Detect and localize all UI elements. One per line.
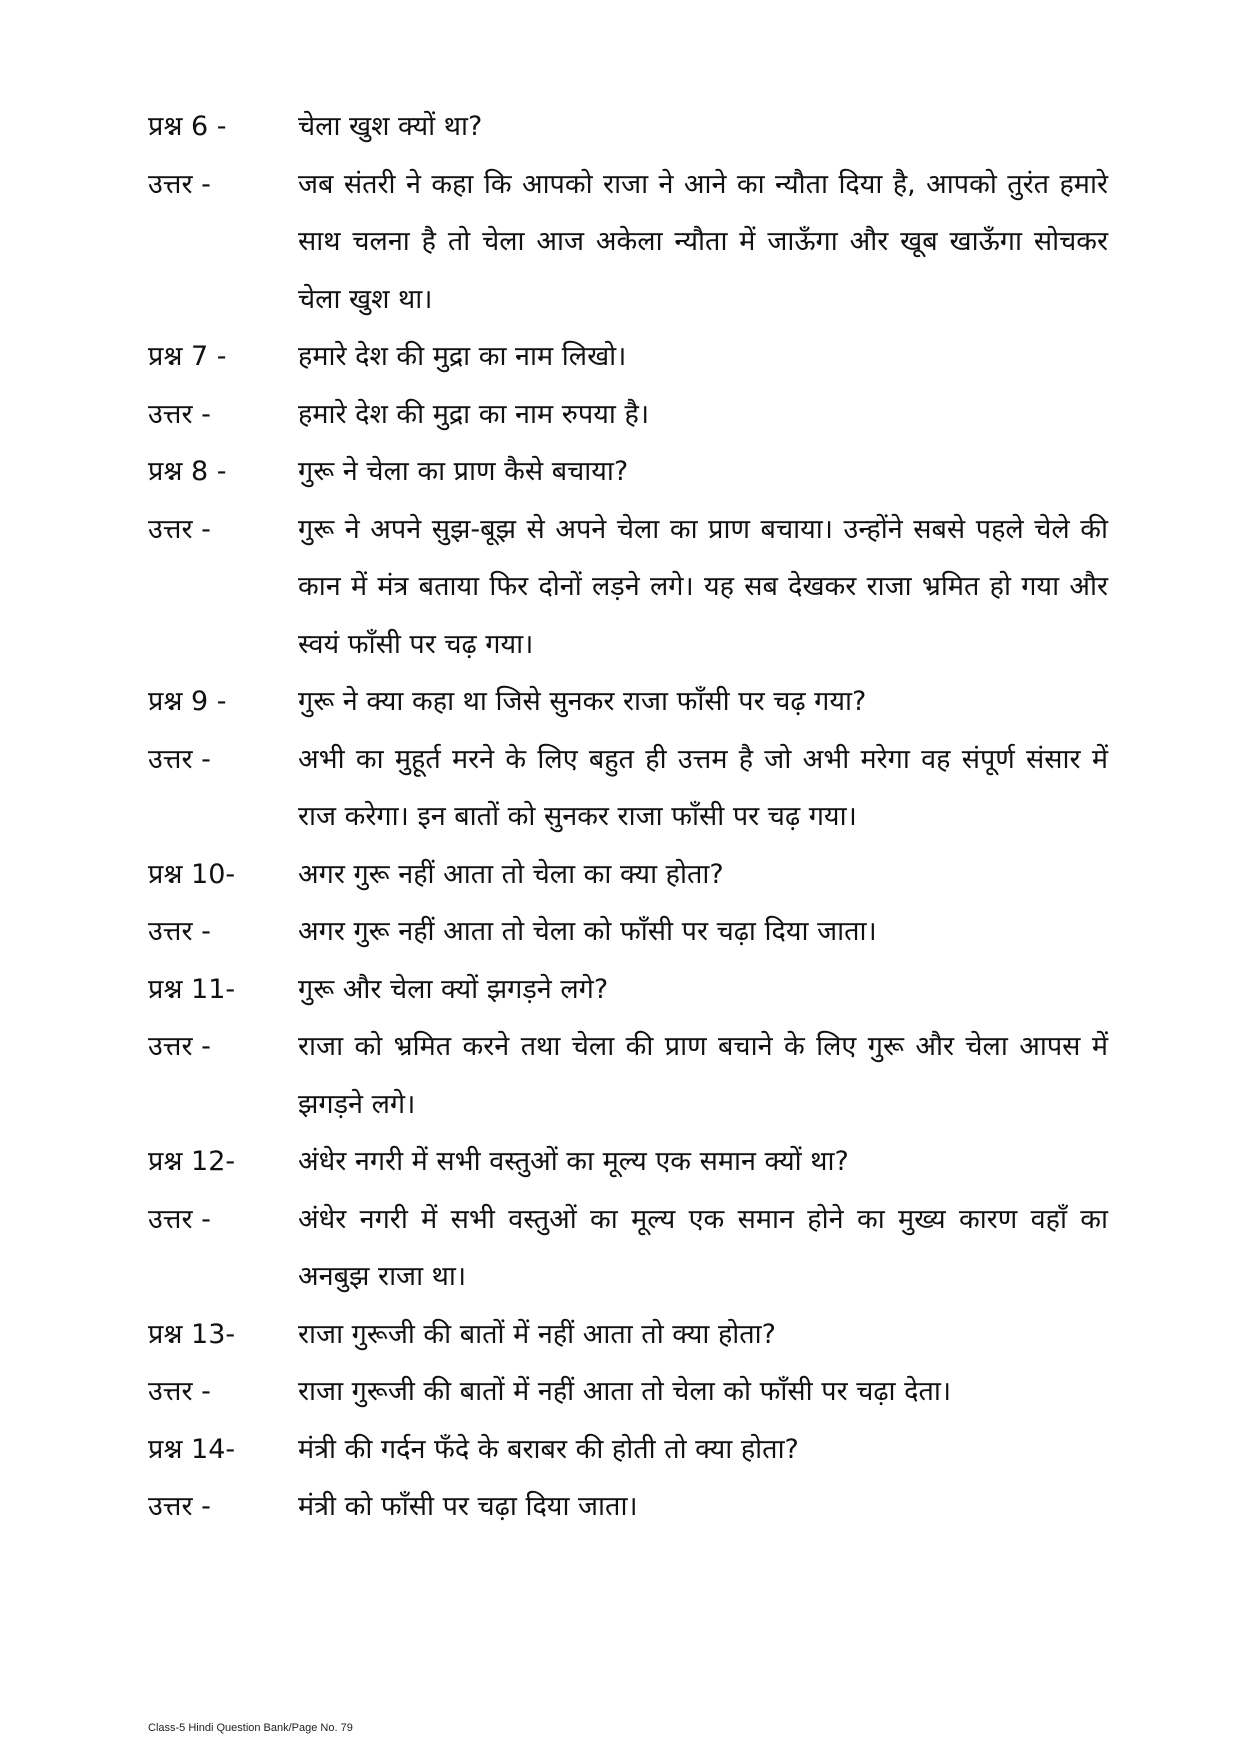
answer-text: राजा को भ्रमित करने तथा चेला की प्राण बचाने के लिए गुरू और चेला आपस में झगड़ने लगे।	[298, 1031, 1108, 1120]
answer-6	[148, 156, 1108, 329]
answer-text: अंधेर नगरी में सभी वस्तुओं का मूल्य एक समान होने का मुख्य कारण वहाँ का अनबुझ राजा था।	[298, 1203, 1108, 1292]
answer-9	[148, 731, 1108, 846]
answer-text: अगर गुरू नहीं आता तो चेला को फाँसी पर चढ़ा दिया जाता।	[298, 916, 877, 947]
question-label: प्रश्न 10-	[148, 858, 236, 890]
question-label: प्रश्न 6 -	[148, 111, 227, 142]
question-text: अगर गुरू नहीं आता तो चेला का क्या होता?	[298, 858, 724, 890]
question-text: गुरू ने चेला का प्राण कैसे बचाया?	[298, 456, 629, 487]
question-label: प्रश्न 8 -	[148, 456, 227, 487]
answer-label: उत्तर -	[148, 1031, 211, 1062]
question-text: अंधेर नगरी में सभी वस्तुओं का मूल्य एक समान क्यों था?	[298, 1146, 849, 1177]
question-9	[148, 673, 1108, 731]
answer-label: उत्तर -	[148, 513, 211, 545]
question-label: प्रश्न 12-	[148, 1146, 236, 1177]
question-11	[148, 961, 1108, 1019]
question-text: गुरू और चेला क्यों झगड़ने लगे?	[298, 973, 609, 1005]
page-footer: Class-5 Hindi Question Bank/Page No. 79	[148, 1722, 353, 1734]
question-label: प्रश्न 13-	[148, 1318, 236, 1350]
answer-text: जब संतरी ने कहा कि आपको राजा ने आने का न्यौता दिया है, आपको तुरंत हमारे साथ चलना है तो चेला आज अकेला न्यौता में जाऊँगा और खूब खाऊँगा सोचकर चेला खुश था।	[298, 168, 1108, 315]
answer-text: मंत्री को फाँसी पर चढ़ा दिया जाता।	[298, 1491, 638, 1522]
question-12	[148, 1133, 1108, 1191]
answer-label: उत्तर -	[148, 1491, 211, 1522]
question-text: मंत्री की गर्दन फँदे के बराबर की होती तो क्या होता?	[298, 1433, 799, 1465]
question-label: प्रश्न 14-	[148, 1433, 236, 1465]
answer-10	[148, 903, 1108, 961]
answer-label: उत्तर -	[148, 1203, 211, 1235]
answer-14	[148, 1478, 1108, 1536]
question-14	[148, 1421, 1108, 1479]
question-text: हमारे देश की मुद्रा का नाम लिखो।	[298, 341, 627, 372]
answer-text: अभी का मुहूर्त मरने के लिए बहुत ही उत्तम है जो अभी मरेगा वह संपूर्ण संसार में राज करेगा। इन बातों को सुनकर राजा फाँसी पर चढ़ गया।	[298, 743, 1108, 832]
question-text: गुरू ने क्या कहा था जिसे सुनकर राजा फाँसी पर चढ़ गया?	[298, 686, 867, 717]
answer-label: उत्तर -	[148, 398, 211, 430]
question-answer-list	[148, 98, 1108, 1536]
question-text: चेला खुश क्यों था?	[298, 111, 483, 142]
question-13	[148, 1306, 1108, 1364]
answer-7	[148, 386, 1108, 444]
answer-label: उत्तर -	[148, 1376, 211, 1407]
answer-8	[148, 501, 1108, 674]
answer-text: हमारे देश की मुद्रा का नाम रुपया है।	[298, 398, 650, 430]
question-label: प्रश्न 9 -	[148, 686, 227, 717]
answer-label: उत्तर -	[148, 916, 211, 947]
question-label: प्रश्न 11-	[148, 973, 236, 1005]
question-6	[148, 98, 1108, 156]
answer-13	[148, 1363, 1108, 1421]
question-8	[148, 443, 1108, 501]
answer-text: राजा गुरूजी की बातों में नहीं आता तो चेला को फाँसी पर चढ़ा देता।	[298, 1376, 952, 1407]
question-label: प्रश्न 7 -	[148, 341, 227, 372]
question-7	[148, 328, 1108, 386]
answer-label: उत्तर -	[148, 743, 211, 775]
answer-text: गुरू ने अपने सुझ-बूझ से अपने चेला का प्राण बचाया। उन्होंने सबसे पहले चेले की कान में मंत्र बताया फिर दोनों लड़ने लगे। यह सब देखकर राजा भ्रमित हो गया और स्वयं फाँसी पर चढ़ गया।	[298, 513, 1108, 660]
answer-label: उत्तर -	[148, 168, 211, 200]
answer-12	[148, 1191, 1108, 1306]
answer-11	[148, 1018, 1108, 1133]
question-10	[148, 846, 1108, 904]
question-text: राजा गुरूजी की बातों में नहीं आता तो क्या होता?	[298, 1318, 776, 1350]
